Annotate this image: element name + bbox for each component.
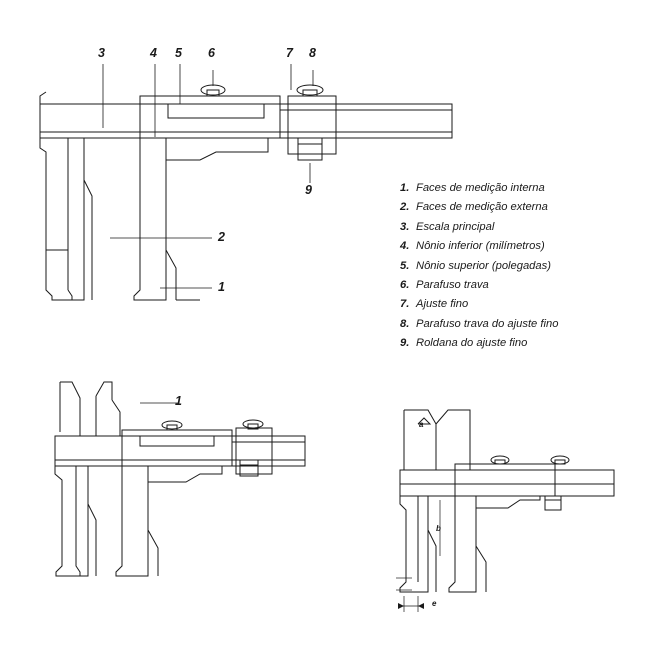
legend-item — [400, 298, 640, 311]
legend-item — [400, 201, 640, 214]
legend-number: 5. — [400, 259, 410, 272]
callout-8: 8 — [309, 46, 316, 60]
callout-4: 4 — [150, 46, 157, 60]
legend-label: Faces de medição interna — [416, 182, 545, 194]
callout-a: a — [419, 420, 424, 429]
legend-item — [400, 279, 640, 292]
callout-e: e — [432, 599, 437, 608]
leader-lines-top — [103, 64, 313, 183]
callout-3: 3 — [98, 46, 105, 60]
callout-2: 2 — [218, 230, 225, 244]
legend-number: 3. — [400, 220, 410, 233]
legend-item — [400, 182, 640, 195]
callout-b: b — [436, 524, 441, 533]
legend-label: Parafuso trava — [416, 278, 489, 291]
callout-5: 5 — [175, 46, 182, 60]
legend-number: 9. — [400, 337, 410, 349]
legend-label: Escala principal — [416, 220, 495, 233]
legend-item — [400, 260, 640, 273]
legend-label: Nônio superior (polegadas) — [416, 259, 551, 272]
legend-number: 2. — [400, 201, 410, 214]
slider-body — [140, 96, 280, 138]
legend-label: Roldana do ajuste fino — [416, 337, 528, 349]
fine-adjust-assembly — [288, 85, 336, 160]
bottom-left-view — [55, 382, 305, 576]
legend-number: 8. — [400, 317, 410, 330]
callout-7: 7 — [286, 46, 293, 60]
legend-label: Nônio inferior (milímetros) — [416, 240, 545, 253]
callout-1: 1 — [218, 280, 225, 294]
legend-label: Ajuste fino — [416, 298, 469, 311]
bottom-right-view — [396, 410, 614, 612]
legend-item — [400, 337, 640, 350]
legend-item — [400, 318, 640, 331]
legend-label: Parafuso trava do ajuste fino — [416, 317, 559, 330]
fixed-jaw — [40, 138, 92, 300]
legend-list — [400, 182, 640, 356]
legend-number: 4. — [400, 240, 410, 253]
legend-number: 7. — [400, 298, 410, 311]
legend-number: 6. — [400, 278, 410, 291]
leader-lines-right — [110, 238, 212, 288]
legend-item — [400, 240, 640, 253]
lock-screw-6 — [201, 85, 225, 96]
movable-jaw — [134, 138, 268, 300]
callout-6: 6 — [208, 46, 215, 60]
callout-1-bottom: 1 — [175, 394, 182, 408]
legend-number: 1. — [400, 182, 410, 194]
fixed-internal-jaw — [40, 92, 46, 104]
legend-item — [400, 221, 640, 234]
legend-label: Faces de medição externa — [416, 201, 548, 214]
callout-9: 9 — [305, 183, 312, 197]
